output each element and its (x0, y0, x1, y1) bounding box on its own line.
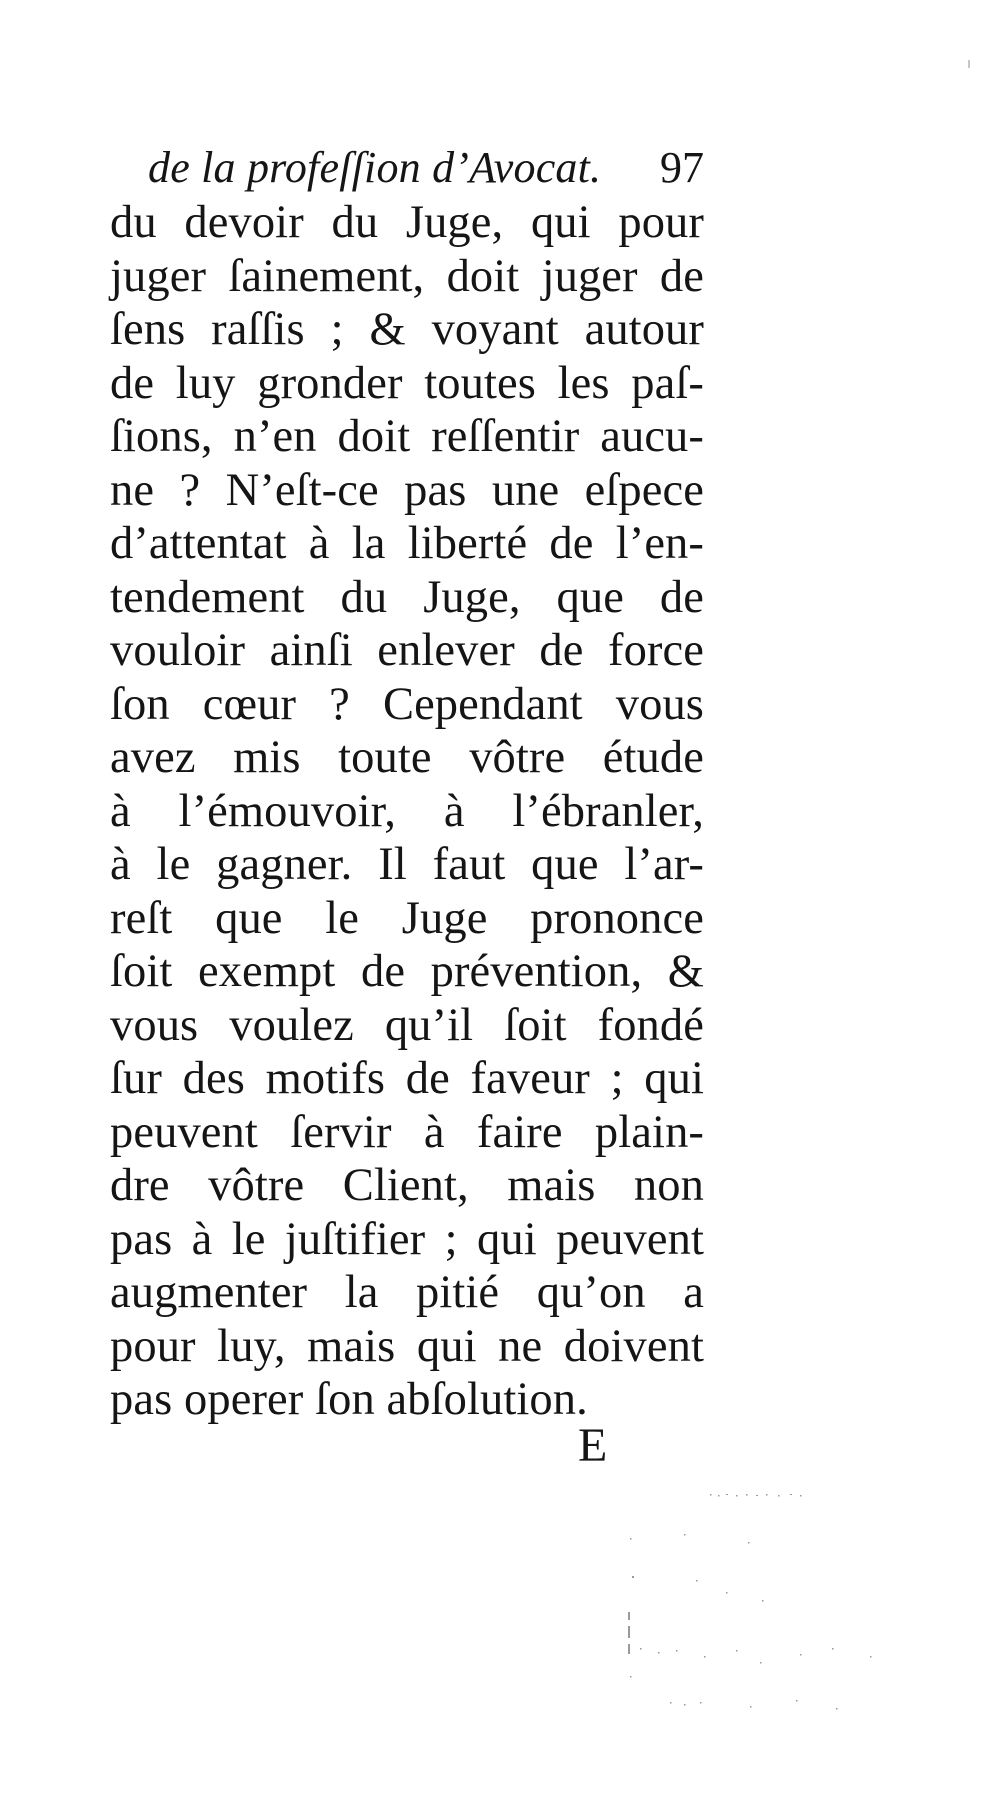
text-line: tendement du Juge, que de (110, 571, 704, 623)
text-line: peuvent ſervir à faire plain- (110, 1106, 704, 1158)
text-line: du devoir du Juge, qui pour (110, 197, 704, 248)
text-line: ne ? N’eſt-ce pas une eſpece (110, 464, 704, 516)
edge-speck (968, 60, 970, 68)
page-number: 97 (660, 143, 704, 192)
text-line: à l’émouvoir, à l’ébranler, (110, 785, 704, 837)
running-title: de la profeſſion d’Avocat. (148, 143, 602, 192)
paper-specks (600, 1480, 960, 1720)
text-line: ſon cœur ? Cependant vous (110, 678, 704, 730)
text-line: ſens raſſis ; & voyant autour (110, 304, 704, 355)
text-line: augmenter la pitié qu’on a (110, 1267, 704, 1318)
text-line: ſur des motifs de faveur ; qui (110, 1053, 704, 1104)
text-line: de luy gronder toutes les paſ- (110, 357, 704, 409)
text-line: ſions, n’en doit reſſentir aucu- (110, 411, 704, 462)
body-text (110, 196, 704, 1427)
text-line: reſt que le Juge prononce (110, 892, 704, 944)
text-line: pas à le juſtifier ; qui peuvent (110, 1213, 704, 1265)
text-line: ſoit exempt de prévention, & (110, 946, 704, 997)
text-line: pour luy, mais qui ne doivent (110, 1320, 704, 1372)
text-line-last: pas operer ſon abſolution. (110, 1374, 588, 1425)
running-head (148, 140, 704, 196)
text-line: vouloir ainſi enlever de force (110, 625, 704, 676)
text-line: d’attentat à la liberté de l’en- (110, 518, 704, 569)
signature-mark: E (578, 1419, 608, 1472)
text-line: dre vôtre Client, mais non (110, 1160, 704, 1211)
text-line: juger ſainement, doit juger de (110, 250, 704, 302)
text-line: à le gagner. Il faut que l’ar- (110, 839, 704, 890)
text-line: vous voulez qu’il ſoit fondé (110, 999, 704, 1051)
text-line: avez mis toute vôtre étude (110, 732, 704, 783)
